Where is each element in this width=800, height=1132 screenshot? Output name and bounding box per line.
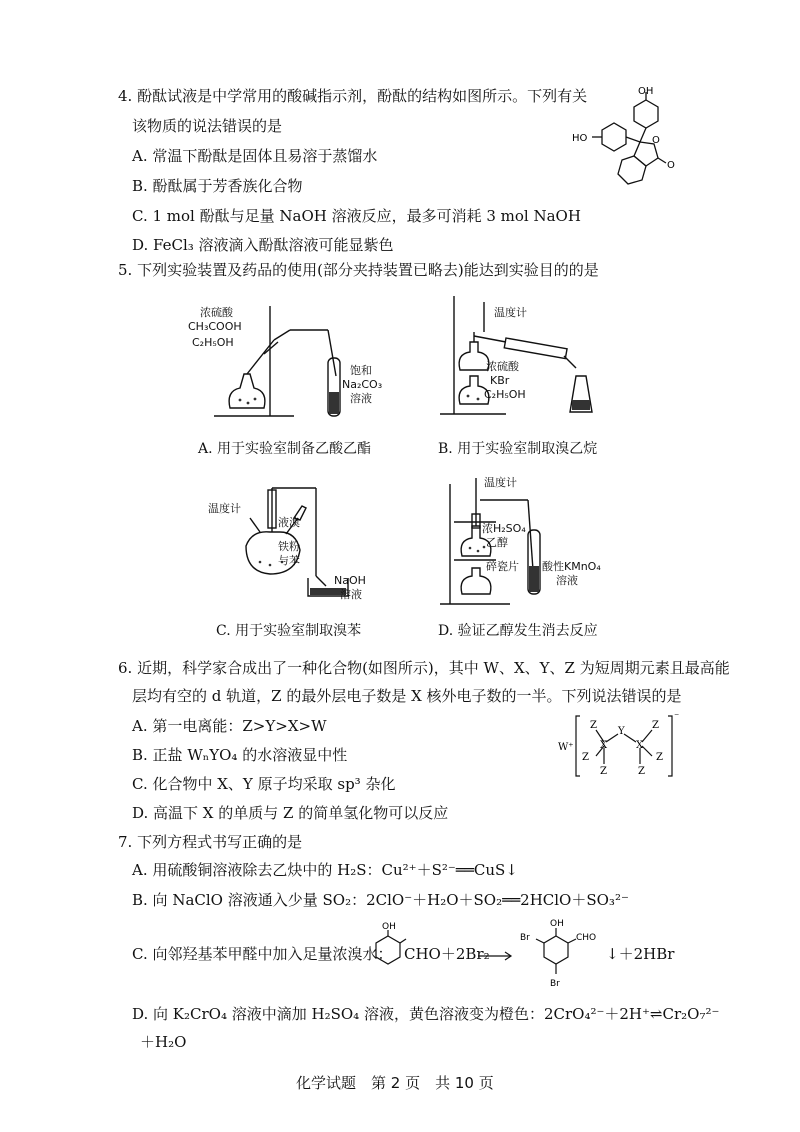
- apparatus-a-caption: A. 用于实验室制备乙酸乙酯: [198, 441, 372, 457]
- q7-dibromo-product: [518, 914, 602, 992]
- apparatus-d: [436, 474, 596, 610]
- dibromo-product-drawing: [518, 914, 602, 992]
- apparatus-a-left-label-3: C₂H₅OH: [192, 336, 234, 349]
- q4-option-c: C. 1 mol 酚酞与足量 NaOH 溶液反应，最多可消耗 3 mol NaOH: [132, 207, 581, 225]
- q7-option-c-prefix: C. 向邻羟基苯甲醛中加入足量浓溴水：: [132, 945, 393, 963]
- salicylaldehyde-drawing: [368, 922, 408, 966]
- q6-option-c: C. 化合物中 X、Y 原子均采取 sp³ 杂化: [132, 775, 396, 793]
- q7-reaction-arrow: [478, 946, 514, 956]
- apparatus-a-drawing: [210, 296, 383, 426]
- q6-option-d: D. 高温下 X 的单质与 Z 的简单氢化物可以反应: [132, 804, 449, 822]
- apparatus-b-label-1: 浓硫酸: [486, 360, 519, 373]
- apparatus-d-thermometer-label: 温度计: [484, 476, 517, 489]
- salicylaldehyde-oh-label: OH: [382, 922, 396, 932]
- q7-option-d-line1: D. 向 K₂CrO₄ 溶液中滴加 H₂SO₄ 溶液，黄色溶液变为橙色：2CrO₄²⁻＋2H⁺⇌Cr₂O₇²⁻: [132, 1005, 720, 1023]
- product-br-label-1: Br: [520, 933, 530, 943]
- apparatus-d-kmno4-label-1: 酸性KMnO₄: [542, 560, 601, 573]
- q7-stem: 7. 下列方程式书写正确的是: [118, 833, 303, 851]
- page-footer: 化学试题 第 2 页 共 10 页: [296, 1074, 494, 1092]
- apparatus-c-bromine-label: 液溴: [278, 516, 300, 529]
- q6-z-3: Z: [600, 766, 607, 777]
- q7-option-c-suffix: ↓＋2HBr: [606, 945, 675, 963]
- apparatus-d-label-3: 碎瓷片: [486, 560, 519, 573]
- carbonyl-oxygen-label: O: [667, 160, 675, 171]
- apparatus-a: [210, 296, 383, 426]
- apparatus-a-right-label-3: 溶液: [350, 392, 372, 405]
- q4-stem-line2: 该物质的说法错误的是: [132, 117, 283, 135]
- q6-option-b: B. 正盐 WₙYO₄ 的水溶液显中性: [132, 746, 348, 764]
- q6-charge: ⁻: [674, 712, 680, 723]
- reaction-arrow-drawing: [478, 951, 514, 961]
- q6-option-a: A. 第一电离能：Z>Y>X>W: [132, 717, 327, 735]
- apparatus-b-thermometer-label: 温度计: [494, 306, 527, 319]
- q6-w-ion: W⁺: [558, 742, 574, 753]
- q6-y-center: Y: [618, 726, 625, 737]
- ring-oxygen-label: O: [652, 135, 660, 146]
- q7-option-b: B. 向 NaClO 溶液通入少量 SO₂：2ClO⁻＋H₂O＋SO₂══2HClO＋SO₃²⁻: [132, 891, 629, 909]
- apparatus-b-label-2: KBr: [490, 374, 510, 387]
- q4-stem-line1: 4. 酚酞试液是中学常用的酸碱指示剂，酚酞的结构如图所示。下列有关: [118, 87, 588, 105]
- phenolphthalein-drawing: [568, 86, 708, 196]
- apparatus-c-caption: C. 用于实验室制取溴苯: [216, 623, 362, 639]
- ho-label: HO: [572, 133, 588, 144]
- q4-option-b: B. 酚酞属于芳香族化合物: [132, 177, 303, 195]
- q6-structure: [556, 712, 686, 782]
- product-cho-label: CHO: [576, 933, 597, 943]
- apparatus-a-left-label-1: 浓硫酸: [200, 306, 233, 319]
- apparatus-d-drawing: [436, 474, 596, 610]
- apparatus-c-naoh-label-2: 溶液: [340, 588, 362, 601]
- q7-salicylaldehyde: [368, 922, 408, 966]
- q4-option-d: D. FeCl₃ 溶液滴入酚酞溶液可能显紫色: [132, 236, 394, 254]
- product-oh-label: OH: [550, 919, 564, 929]
- apparatus-d-caption: D. 验证乙醇发生消去反应: [438, 623, 598, 639]
- q6-z-2: Z: [582, 752, 589, 763]
- q4-option-a: A. 常温下酚酞是固体且易溶于蒸馏水: [132, 147, 378, 165]
- oh-label: OH: [638, 86, 654, 97]
- q6-stem-line2: 层均有空的 d 轨道，Z 的最外层电子数是 X 核外电子数的一半。下列说法错误的是: [132, 687, 682, 705]
- product-br-label-2: Br: [550, 979, 560, 989]
- q6-z-5: Z: [656, 752, 663, 763]
- apparatus-d-kmno4-label-2: 溶液: [556, 574, 578, 587]
- q7-option-d-line2: ＋H₂O: [140, 1033, 187, 1051]
- apparatus-a-left-label-2: CH₃COOH: [188, 320, 242, 333]
- q6-x-right: X: [636, 740, 644, 751]
- q5-stem: 5. 下列实验装置及药品的使用(部分夹持装置已略去)能达到实验目的的是: [118, 261, 599, 279]
- apparatus-b-caption: B. 用于实验室制取溴乙烷: [438, 441, 598, 457]
- apparatus-c-thermometer-label: 温度计: [208, 502, 241, 515]
- q7-option-c-mid: CHO＋2Br₂: [404, 945, 490, 963]
- q6-z-4: Z: [652, 720, 659, 731]
- apparatus-d-label-1: 浓H₂SO₄: [482, 522, 526, 535]
- q6-z-1: Z: [590, 720, 597, 731]
- apparatus-c-catalyst-label-1: 铁粉: [278, 540, 300, 553]
- q6-stem-line1: 6. 近期，科学家合成出了一种化合物(如图所示)，其中 W、X、Y、Z 为短周期元素且最高能: [118, 659, 730, 677]
- apparatus-a-right-label-2: Na₂CO₃: [342, 378, 383, 391]
- q6-x-left: X: [600, 740, 608, 751]
- q6-z-6: Z: [638, 766, 645, 777]
- apparatus-d-label-2: 乙醇: [486, 536, 508, 549]
- apparatus-c-naoh-label-1: NaOH: [334, 574, 366, 587]
- apparatus-b-label-3: C₂H₅OH: [484, 388, 526, 401]
- q7-option-a: A. 用硫酸铜溶液除去乙炔中的 H₂S：Cu²⁺＋S²⁻══CuS↓: [132, 861, 518, 879]
- apparatus-a-right-label-1: 饱和: [350, 364, 372, 377]
- q6-structure-drawing: [556, 712, 686, 782]
- phenolphthalein-structure: [568, 86, 708, 196]
- apparatus-c-catalyst-label-2: 与苯: [278, 554, 300, 567]
